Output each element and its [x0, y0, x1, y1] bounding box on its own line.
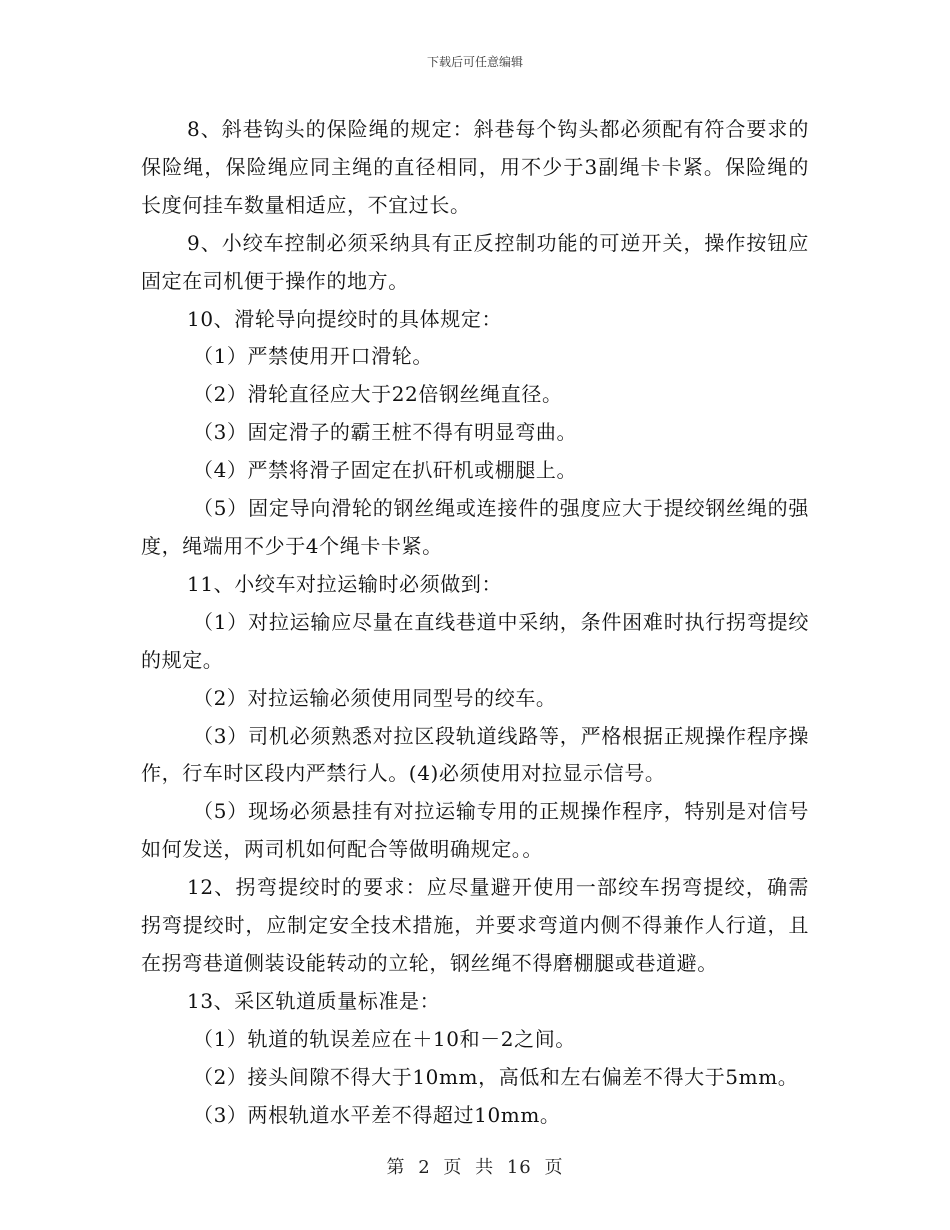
- paragraph-sub-10-4: （4）严禁将滑子固定在扒矸机或棚腿上。: [193, 458, 578, 483]
- paragraph-sub-11-2: （2）对拉运输必须使用同型号的绞车。: [193, 685, 557, 710]
- paragraph-sub-10-2: （2）滑轮直径应大于22倍钢丝绳直径。: [193, 382, 563, 407]
- paragraph-sub-13-2: （2）接头间隙不得大于10mm，高低和左右偏差不得大于5mm。: [193, 1064, 799, 1089]
- paragraph-item-10: 10、滑轮导向提绞时的具体规定：: [187, 306, 503, 331]
- paragraph-item-13: 13、采区轨道质量标准是：: [187, 988, 441, 1013]
- paragraph-sub-10-3: （3）固定滑子的霸王桩不得有明显弯曲。: [193, 420, 578, 445]
- paragraph-sub-11-3: （3）司机必须熟悉对拉区段轨道线路等，严格根据正规操作程序操作，行车时区段内严禁行人。(4)必须使用对拉显示信号。: [141, 723, 809, 786]
- document-body: [141, 111, 809, 1134]
- paragraph-item-8: 8、斜巷钩头的保险绳的规定：斜巷每个钩头都必须配有符合要求的保险绳，保险绳应同主绳的直径相同，用不少于3副绳卡卡紧。保险绳的长度何挂车数量相适应，不宜过长。: [141, 117, 809, 217]
- paragraph-sub-10-1: （1）严禁使用开口滑轮。: [193, 344, 433, 369]
- paragraph-item-12: 12、拐弯提绞时的要求：应尽量避开使用一部绞车拐弯提绞，确需拐弯提绞时，应制定安全技术措施，并要求弯道内侧不得兼作人行道，且在拐弯巷道侧装设能转动的立轮，钢丝绳不得磨棚腿或巷道避。: [141, 875, 809, 975]
- paragraph-sub-10-5: （5）固定导向滑轮的钢丝绳或连接件的强度应大于提绞钢丝绳的强度，绳端用不少于4个绳卡卡紧。: [141, 496, 809, 558]
- paragraph-item-9: 9、小绞车控制必须采纳具有正反控制功能的可逆开关，操作按钮应固定在司机便于操作的地方。: [141, 230, 809, 293]
- paragraph-item-11: 11、小绞车对拉运输时必须做到：: [187, 571, 503, 596]
- page-header-note: 下载后可任意编辑: [426, 55, 523, 69]
- paragraph-sub-13-3: （3）两根轨道水平差不得超过10mm。: [193, 1102, 561, 1127]
- page-number-footer: 第 2 页 共 16 页: [386, 1157, 564, 1178]
- paragraph-sub-13-1: （1）轨道的轨误差应在＋10和－2之间。: [193, 1026, 576, 1051]
- paragraph-sub-11-1: （1）对拉运输应尽量在直线巷道中采纳，条件困难时执行拐弯提绞的规定。: [141, 609, 809, 672]
- paragraph-sub-11-5: （5）现场必须悬挂有对拉运输专用的正规操作程序，特别是对信号如何发送，两司机如何配合等做明确规定。。: [141, 799, 809, 862]
